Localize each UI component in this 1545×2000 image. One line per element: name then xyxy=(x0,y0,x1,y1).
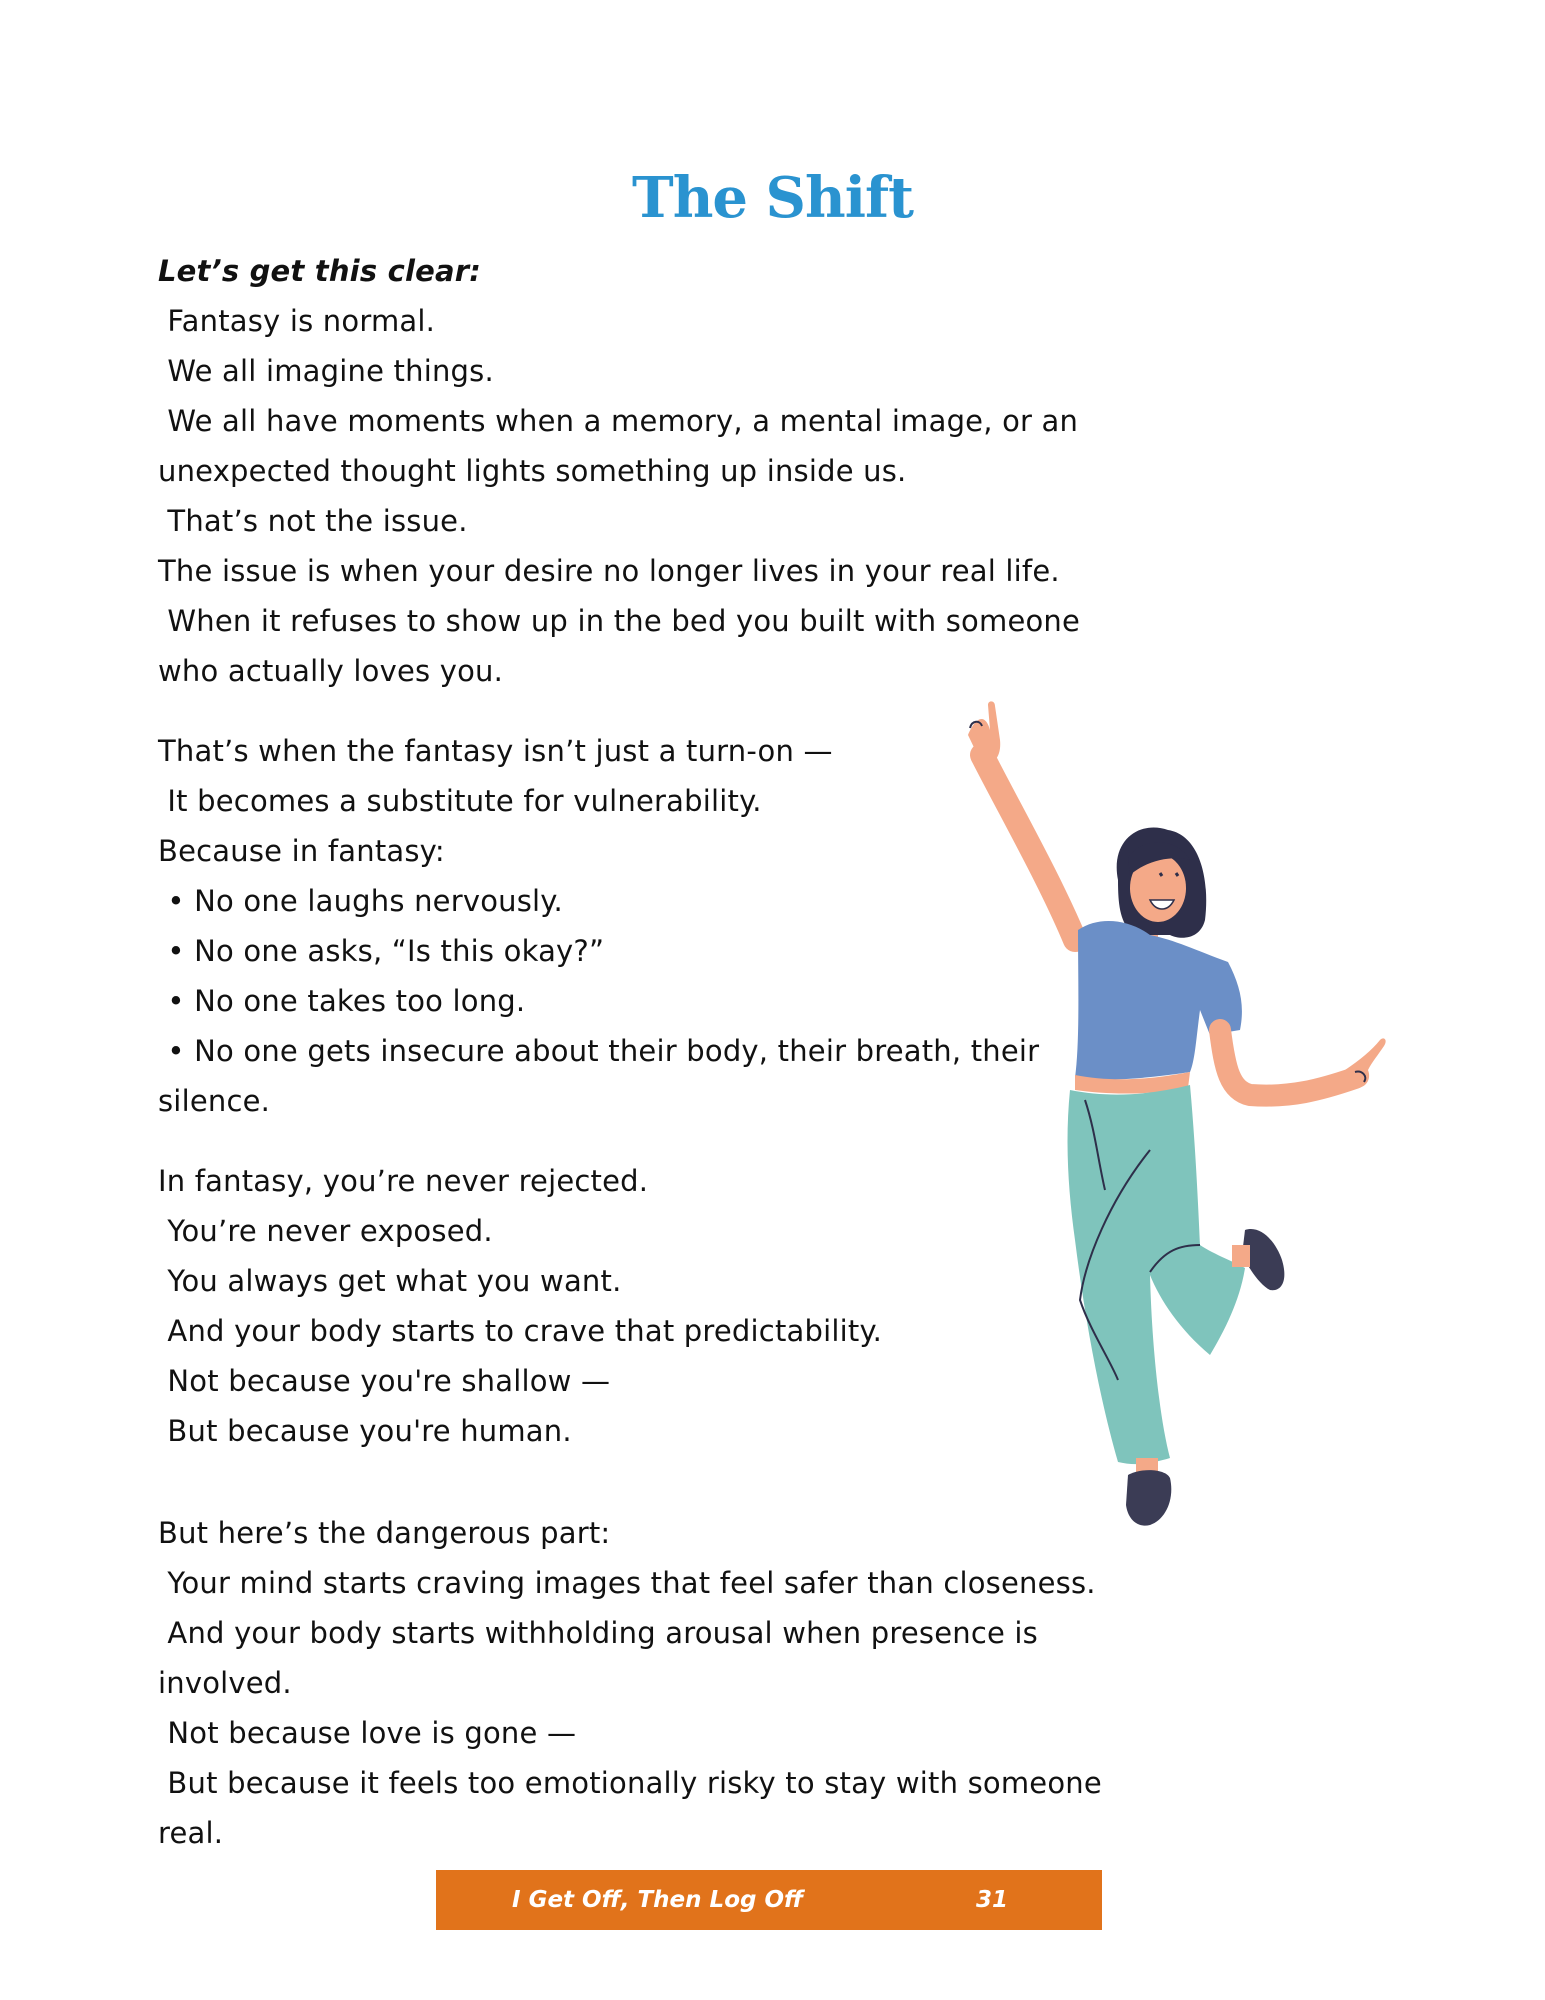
text-line: Because in fantasy: xyxy=(158,834,445,868)
text-line: And your body starts withholding arousal when presence is xyxy=(158,1616,1038,1650)
text-line: When it refuses to show up in the bed you built with someone xyxy=(158,604,1081,638)
text-line: involved. xyxy=(158,1666,292,1700)
text-line: Fantasy is normal. xyxy=(158,304,436,338)
bullet-line: • No one laughs nervously. xyxy=(158,884,563,918)
text-line: Your mind starts craving images that feel safer than closeness. xyxy=(158,1566,1096,1600)
bullet-line: • No one gets insecure about their body, their breath, their xyxy=(158,1034,1040,1068)
text-line: But because you're human. xyxy=(158,1414,572,1448)
text-line: Not because love is gone — xyxy=(158,1716,577,1750)
text-line: It becomes a substitute for vulnerability. xyxy=(158,784,762,818)
text-line: But because it feels too emotionally risky to stay with someone xyxy=(158,1766,1102,1800)
text-line: who actually loves you. xyxy=(158,654,504,688)
text-line: We all imagine things. xyxy=(158,354,494,388)
text-line: The issue is when your desire no longer lives in your real life. xyxy=(158,554,1060,588)
text-line: Not because you're shallow — xyxy=(158,1364,611,1398)
text-line: And your body starts to crave that predictability. xyxy=(158,1314,883,1348)
text-line: That’s not the issue. xyxy=(158,504,468,538)
text-line: unexpected thought lights something up inside us. xyxy=(158,454,907,488)
footer-bar xyxy=(436,1870,1102,1930)
text-line: We all have moments when a memory, a mental image, or an xyxy=(158,404,1079,438)
page-title: The Shift xyxy=(632,165,913,231)
footer-book-title: I Get Off, Then Log Off xyxy=(512,1887,804,1913)
footer-page-number: 31 xyxy=(976,1887,1009,1913)
bullet-line: • No one takes too long. xyxy=(158,984,526,1018)
text-line: You’re never exposed. xyxy=(158,1214,493,1248)
bullet-line: • No one asks, “Is this okay?” xyxy=(158,934,605,968)
text-line: real. xyxy=(158,1816,224,1850)
text-line: You always get what you want. xyxy=(158,1264,622,1298)
text-line: In fantasy, you’re never rejected. xyxy=(158,1164,649,1198)
lead-line: Let’s get this clear: xyxy=(158,254,482,288)
dancing-woman-illustration xyxy=(950,695,1390,1555)
text-line: silence. xyxy=(158,1084,271,1118)
text-line: But here’s the dangerous part: xyxy=(158,1516,611,1550)
text-line: That’s when the fantasy isn’t just a turn-on — xyxy=(158,734,833,768)
